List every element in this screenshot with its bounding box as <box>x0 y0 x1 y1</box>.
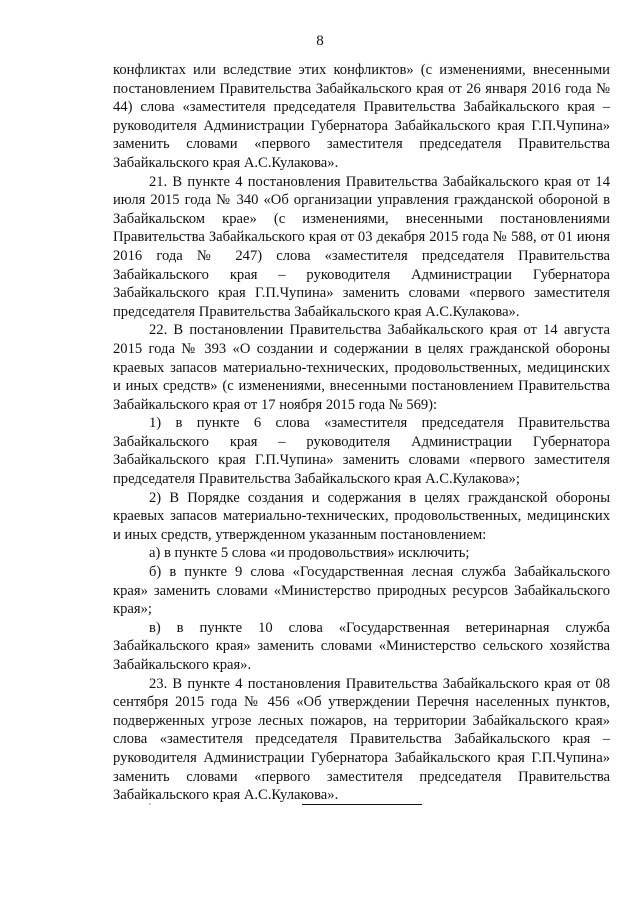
paragraph-item-22-2: 2) В Порядке создания и содержания в целях гражданской обороны краевых запасов материально-технических, продовольственных, медицинских и иных средств, утвержденном указанным постановлением: <box>113 489 610 543</box>
page-number: 8 <box>316 33 324 49</box>
paragraph-item-22-2-a: а) в пункте 5 слова «и продовольствия» исключить; <box>149 545 470 562</box>
paragraph-item-22-1: 1) в пункте 6 слова «заместителя председателя Правительства Забайкальского края – руководителя Администрации Губернатора Забайкальского края Г.П.Чупина» заменить словами «первого заместителя председателя Правительства Забайкальского края А.С.Кулакова»; <box>113 415 610 488</box>
end-separator-line <box>302 804 422 805</box>
paragraph-item-22: 22. В постановлении Правительства Забайкальского края от 14 августа 2015 года № 393 «О создании и содержании в целях гражданской обороны краевых запасов материально-технических, продовольственных, медицинских и иных средств» (с изменениями, внесенными постановлением Правительства Забайкальского края от 17 ноября 2015 года № 569): <box>113 322 610 413</box>
paragraph-item-21: 21. В пункте 4 постановления Правительства Забайкальского края от 14 июля 2015 года № 340 «Об организации управления гражданской обороной в Забайкальском крае» (с изменениями, внесенными постановлениями Правительства Забайкальского края от 03 декабря 2015 года № 588, от 01 июня 2016 года № 247) слова «заместителя председателя Правительства Забайкальского края – руководителя Администрации Губернатора Забайкальского края Г.П.Чупина» заменить словами «первого заместителя председателя Правительства Забайкальского края А.С.Кулакова». <box>113 173 610 320</box>
document-body <box>113 61 610 805</box>
paragraph-item-23: 23. В пункте 4 постановления Правительства Забайкальского края от 08 сентября 2015 года № 456 «Об утверждении Перечня населенных пунктов, подверженных угрозе лесных пожаров, на территории Забайкальского края» слова «заместителя председателя Правительства Забайкальского края – руководителя Администрации Губернатора Забайкальского края Г.П.Чупина» заменить словами «первого заместителя председателя Правительства Забайкальского края А.С.Кулакова». <box>113 675 610 804</box>
paragraph-item-22-2-v: в) в пункте 10 слова «Государственная ветеринарная служба Забайкальского края» заменить словами «Министерство сельского хозяйства Забайкальского края». <box>113 619 610 673</box>
scan-dot <box>149 803 151 805</box>
paragraph-continuation: конфликтах или вследствие этих конфликтов» (с изменениями, внесенными постановлением Правительства Забайкальского края от 26 января 2016 года № 44) слова «заместителя председателя Правительства Забайкальского края – руководителя Администрации Губернатора Забайкальского края Г.П.Чупина» заменить словами «первого заместителя председателя Правительства Забайкальского края А.С.Кулакова». <box>113 62 610 171</box>
paragraph-item-22-2-b: б) в пункте 9 слова «Государственная лесная служба Забайкальского края» заменить словами «Министерство природных ресурсов Забайкальского края»; <box>113 564 610 618</box>
